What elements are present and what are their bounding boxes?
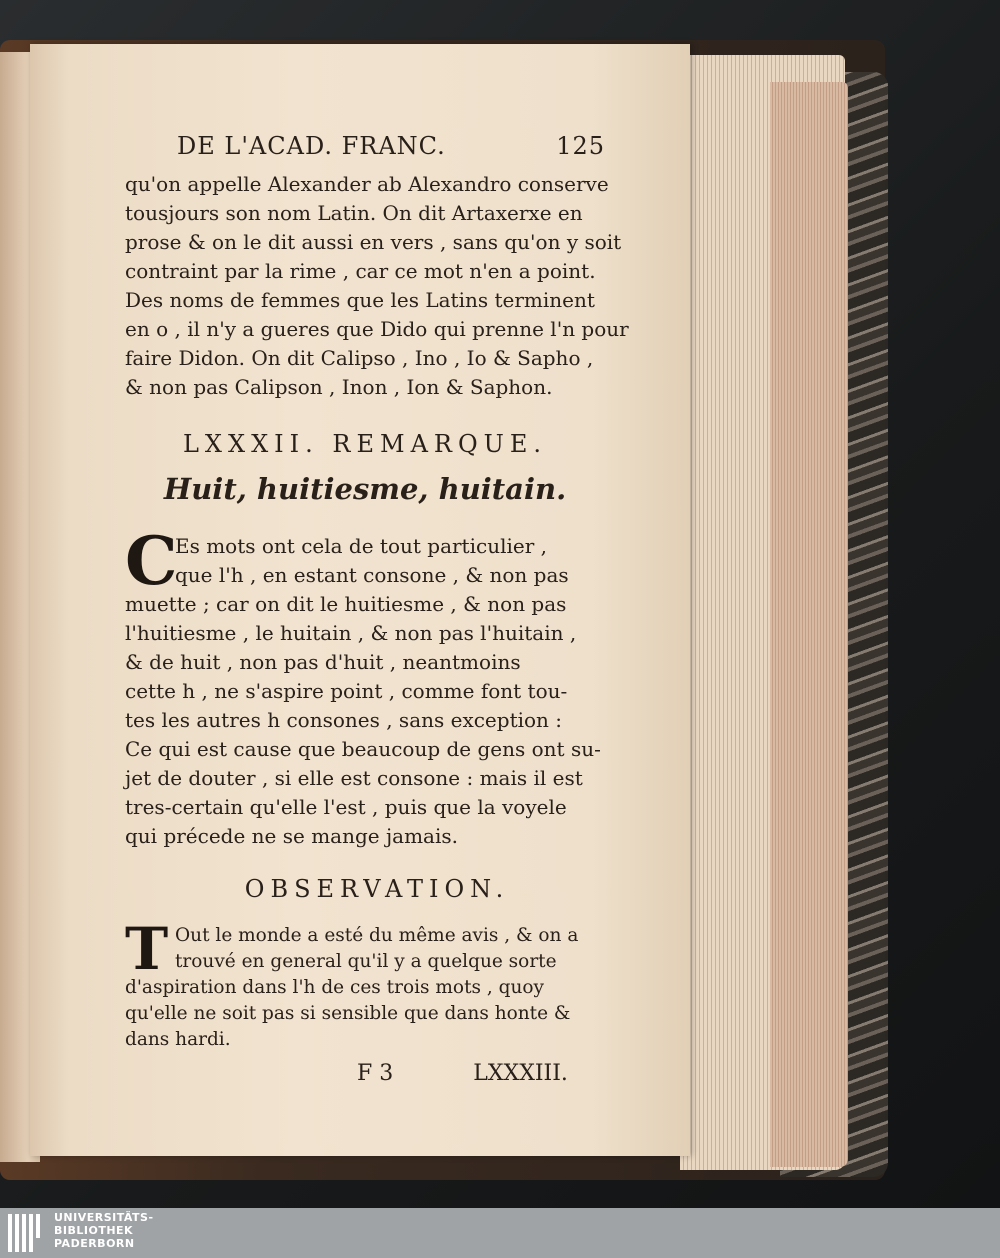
page-text xyxy=(125,132,629,1095)
text-line: que l'h , en estant consone , & non pas xyxy=(175,563,569,587)
library-name-line: PADERBORN xyxy=(54,1237,135,1250)
text-line: & non pas Calipson , Inon , Ion & Saphon. xyxy=(125,375,553,399)
text-line: muette ; car on dit le huitiesme , & non pas xyxy=(125,592,567,616)
page-footer xyxy=(125,1061,605,1095)
text-line: Des noms de femmes que les Latins terminent xyxy=(125,288,595,312)
remark-subtitle: Huit, huitiesme, huitain. xyxy=(163,472,567,506)
text-line: faire Didon. On dit Calipso , Ino , Io & Sapho , xyxy=(125,346,594,370)
text-line: qu'elle ne soit pas si sensible que dans honte & xyxy=(125,1003,571,1024)
page-edges-inner xyxy=(770,82,848,1167)
text-line: cette h , ne s'aspire point , comme font tou- xyxy=(125,679,568,703)
text-line: qui précede ne se mange jamais. xyxy=(125,824,458,848)
library-logo-icon xyxy=(8,1214,46,1252)
text-line: contraint par la rime , car ce mot n'en a point. xyxy=(125,259,596,283)
text-line: tousjours son nom Latin. On dit Artaxerxe en xyxy=(125,201,583,225)
text-line: Es mots ont cela de tout particulier , xyxy=(175,534,547,558)
text-line: trouvé en general qu'il y a quelque sorte xyxy=(175,951,557,972)
text-line: d'aspiration dans l'h de ces trois mots , quoy xyxy=(125,977,544,998)
remark-paragraph xyxy=(125,522,605,851)
library-name-line: BIBLIOTHEK xyxy=(54,1224,134,1237)
drop-cap: C xyxy=(125,522,178,600)
library-banner xyxy=(0,1208,1000,1258)
drop-cap: T xyxy=(125,915,169,983)
catchword: LXXXIII. xyxy=(473,1061,568,1086)
intro-paragraph xyxy=(125,170,629,402)
header-title: DE L'ACAD. FRANC. xyxy=(177,132,446,160)
text-line: en o , il n'y a gueres que Dido qui prenne l'n pour xyxy=(125,317,629,341)
text-line: prose & on le dit aussi en vers , sans qu'on y soit xyxy=(125,230,622,254)
library-name xyxy=(54,1211,154,1250)
text-line: dans hardi. xyxy=(125,1029,231,1050)
remark-heading: LXXXII. REMARQUE. xyxy=(182,430,548,458)
text-line: Ce qui est cause que beaucoup de gens ont su- xyxy=(125,737,601,761)
text-line: tes les autres h consones , sans exception : xyxy=(125,708,563,732)
book-page xyxy=(30,44,690,1156)
text-line: Out le monde a esté du même avis , & on a xyxy=(175,925,579,946)
text-line: tres-certain qu'elle l'est , puis que la voyele xyxy=(125,795,567,819)
text-line: qu'on appelle Alexander ab Alexandro conserve xyxy=(125,172,609,196)
observation-heading: OBSERVATION. xyxy=(244,875,510,903)
running-header xyxy=(125,132,605,170)
text-line: jet de douter , si elle est consone : mais il est xyxy=(125,766,583,790)
signature-mark: F 3 xyxy=(357,1061,394,1086)
text-line: l'huitiesme , le huitain , & non pas l'huitain , xyxy=(125,621,577,645)
page-number: 125 xyxy=(556,132,605,160)
text-line: & de huit , non pas d'huit , neantmoins xyxy=(125,650,521,674)
observation-paragraph xyxy=(125,915,605,1053)
library-name-line: UNIVERSITÄTS- xyxy=(54,1211,154,1224)
